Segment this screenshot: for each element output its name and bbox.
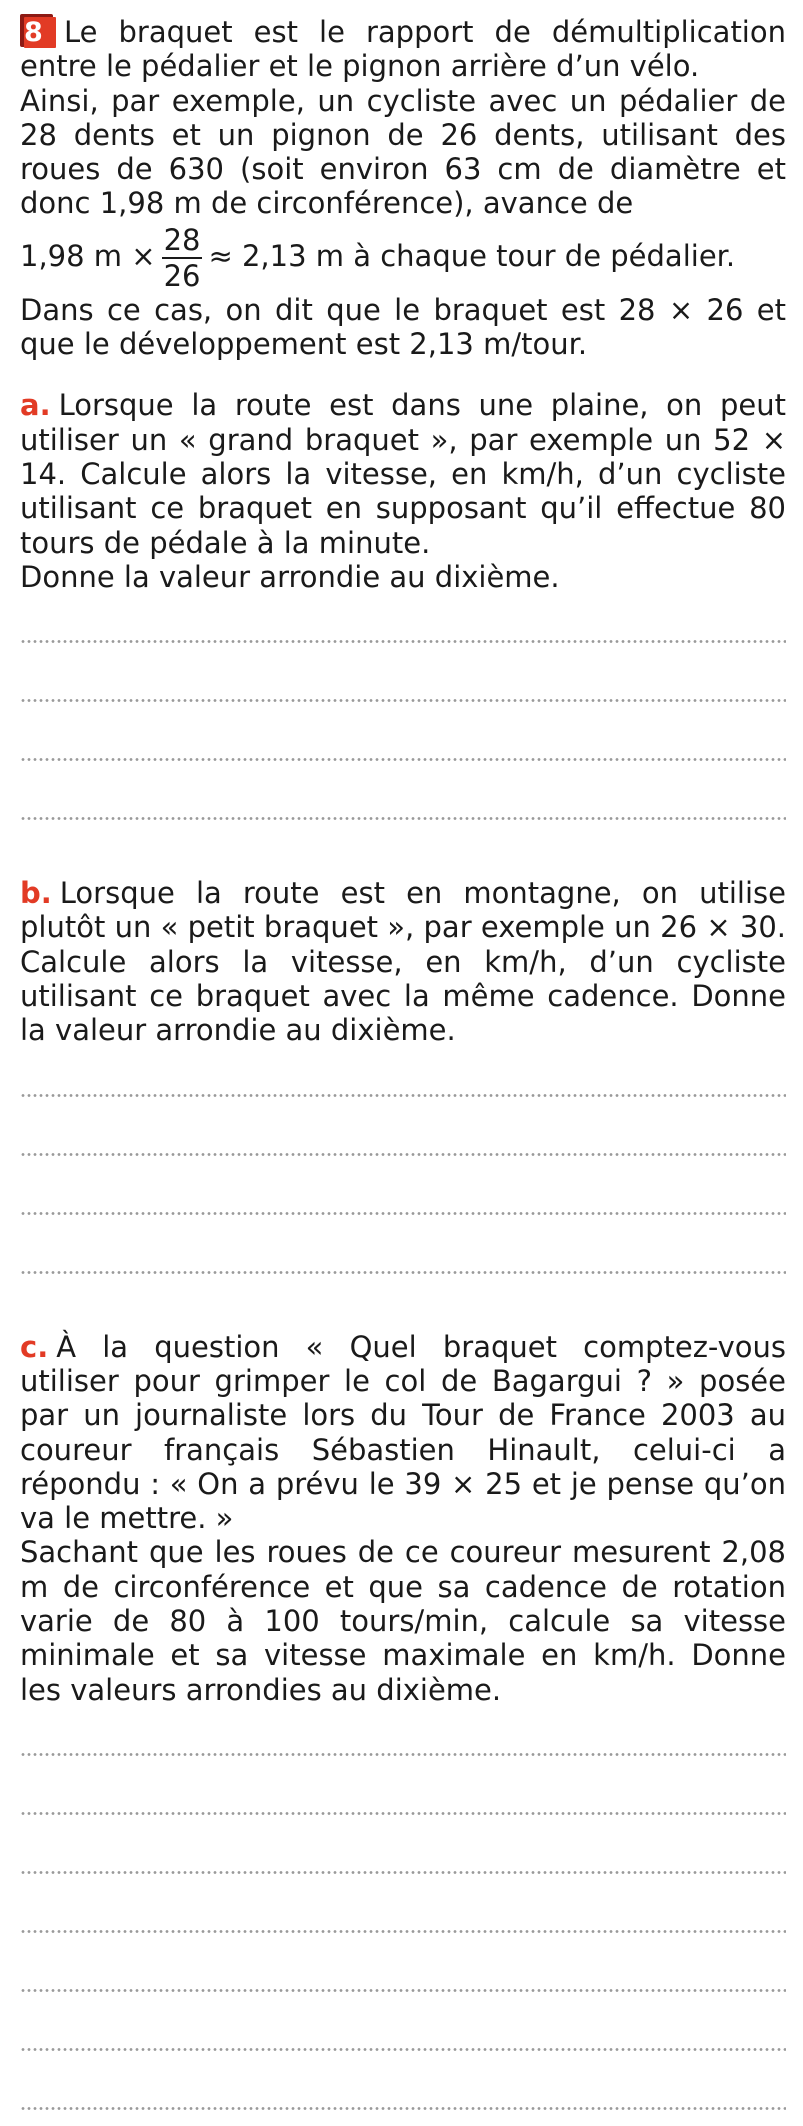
question-c bbox=[20, 1330, 786, 1536]
answer-line[interactable] bbox=[20, 1212, 786, 1215]
answer-area-b[interactable] bbox=[20, 1094, 786, 1274]
question-a-text: Lorsque la route est dans une plaine, on peut utiliser un « grand braquet », par exemple un 52 × 14. Calcule alors la vitesse, en km/h, d’un cycliste utilisant ce braquet en supposant qu’il effectue 80 tours de pédale à la minute. bbox=[20, 388, 786, 560]
question-c-text: À la question « Quel braquet comptez-vous utiliser pour grimper le col de Bagargui ? » posée par un journaliste lors du Tour de France 2003 au coureur français Sébastien Hinault, celui-ci a répondu : « On a prévu le 39 × 25 et je pense qu’on va le mettre. » bbox=[20, 1329, 786, 1536]
formula-fraction bbox=[162, 223, 203, 293]
intro-definition: Le braquet est le rapport de démultiplication entre le pédalier et le pignon arrière d’un vélo. bbox=[20, 15, 786, 84]
answer-line[interactable] bbox=[20, 1930, 786, 1933]
answer-line[interactable] bbox=[20, 1271, 786, 1274]
exercise-number: 8 bbox=[24, 17, 56, 48]
intro-conclusion: Dans ce cas, on dit que le braquet est 28 × 26 et que le développement est 2,13 m/tour. bbox=[20, 292, 786, 362]
answer-line[interactable] bbox=[20, 1871, 786, 1874]
intro-formula bbox=[20, 223, 786, 293]
exercise-number-badge bbox=[20, 14, 56, 48]
answer-line[interactable] bbox=[20, 1989, 786, 1992]
question-b-label: b. bbox=[20, 876, 52, 911]
exercise-intro bbox=[20, 14, 786, 84]
answer-line[interactable] bbox=[20, 2107, 786, 2110]
question-b-text: Lorsque la route est en montagne, on utilise plutôt un « petit braquet », par exemple un 26 × 30. Calcule alors la vitesse, en km/h, d’un cycliste utilisant ce braquet avec la même cadence. Donne la valeur arrondie au dixième. bbox=[20, 876, 786, 1048]
answer-line[interactable] bbox=[20, 2048, 786, 2051]
answer-line[interactable] bbox=[20, 1153, 786, 1156]
answer-line[interactable] bbox=[20, 699, 786, 702]
answer-area-c[interactable] bbox=[20, 1753, 786, 2110]
question-b bbox=[20, 876, 786, 1047]
question-a-instruction: Donne la valeur arrondie au dixième. bbox=[20, 559, 560, 594]
answer-line[interactable] bbox=[20, 817, 786, 820]
question-c-instruction: Sachant que les roues de ce coureur mesurent 2,08 m de circonférence et que sa cadence de rotation varie de 80 à 100 tours/min, calcule sa vitesse minimale et sa vitesse maximale en km/h. Donne les valeurs arrondies au dixième. bbox=[20, 1535, 786, 1707]
fraction-denominator: 26 bbox=[163, 258, 201, 293]
answer-area-a[interactable] bbox=[20, 640, 786, 820]
answer-line[interactable] bbox=[20, 1753, 786, 1756]
intro-example: Ainsi, par exemple, un cycliste avec un pédalier de 28 dents et un pignon de 26 dents, utilisant des roues de 630 (soit environ 63 cm de diamètre et donc 1,98 m de circonférence), avance de bbox=[20, 83, 786, 221]
question-a bbox=[20, 388, 786, 559]
question-a-label: a. bbox=[20, 388, 51, 423]
formula-suffix: ≈ 2,13 m à chaque tour de pédalier. bbox=[208, 238, 736, 273]
answer-line[interactable] bbox=[20, 1812, 786, 1815]
answer-line[interactable] bbox=[20, 758, 786, 761]
formula-prefix: 1,98 m × bbox=[20, 238, 156, 273]
answer-line[interactable] bbox=[20, 1094, 786, 1097]
fraction-numerator: 28 bbox=[163, 222, 201, 257]
answer-line[interactable] bbox=[20, 640, 786, 643]
question-c-label: c. bbox=[20, 1329, 49, 1364]
